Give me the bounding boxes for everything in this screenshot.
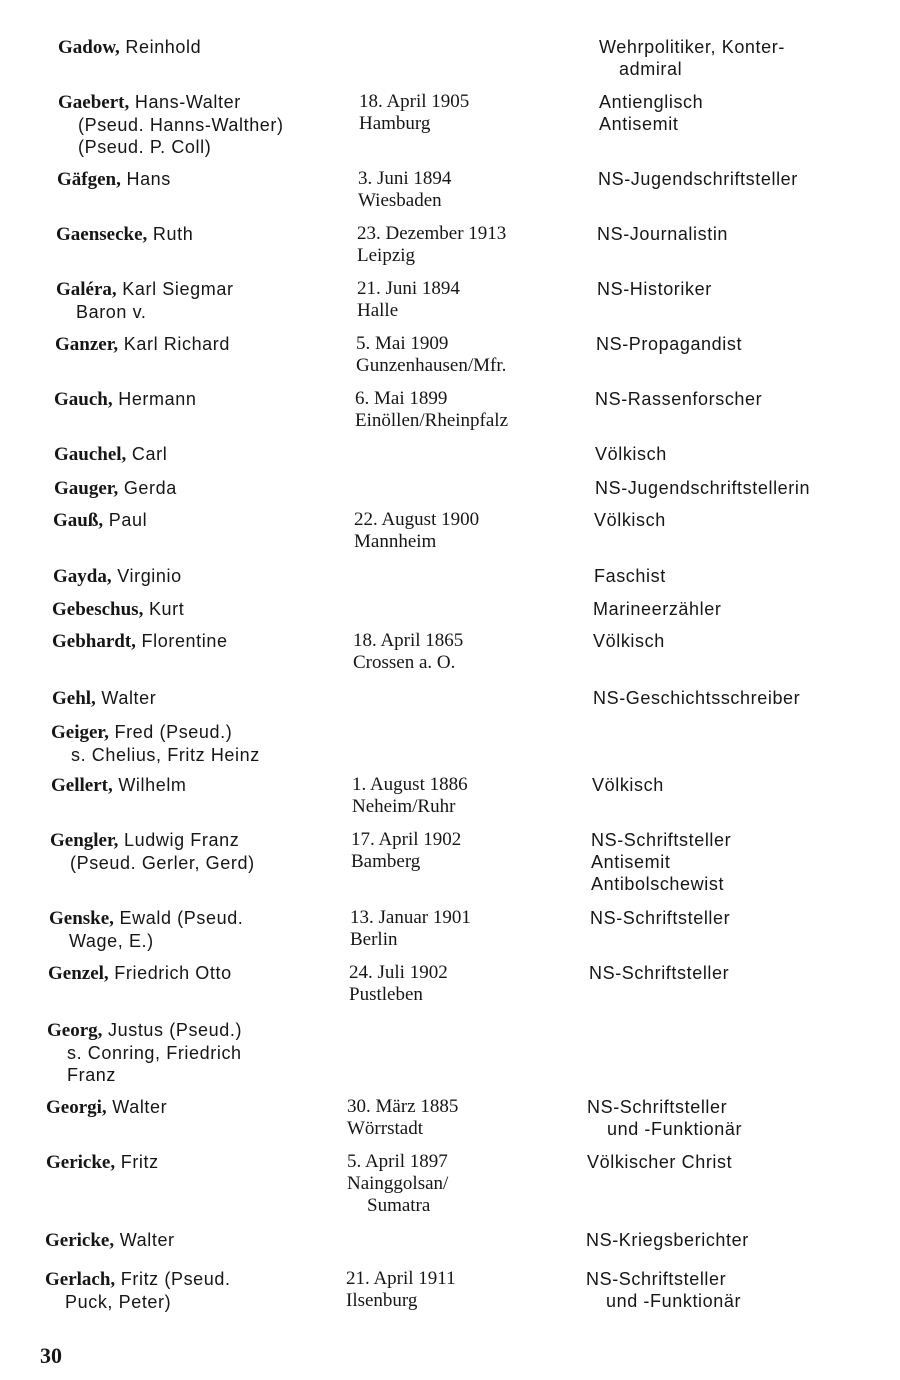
entry-given-name: Karl Siegmar — [122, 279, 234, 299]
entry-birth — [351, 829, 571, 873]
entry-name — [58, 91, 348, 158]
entry-given-name: Ludwig Franz — [124, 830, 240, 850]
entry-name-continuation: Baron v. — [76, 302, 147, 322]
entry-description — [595, 388, 885, 410]
entry-name — [52, 630, 342, 653]
entry-surname: Gericke, — [45, 1230, 115, 1251]
entry-name — [53, 509, 343, 532]
entry-name-continuation: (Pseud. P. Coll) — [78, 137, 212, 157]
entry-name — [46, 1096, 336, 1119]
description-line: Faschist — [594, 566, 666, 586]
entry-surname: Ganzer, — [55, 334, 119, 355]
entry-birth — [357, 278, 577, 322]
entry-name — [46, 1151, 336, 1174]
birth-place: Leipzig — [357, 245, 416, 266]
birth-date: 5. Mai 1909 — [356, 333, 449, 354]
entry-surname: Geiger, — [51, 722, 109, 743]
birth-place: Ilsenburg — [346, 1290, 418, 1311]
entry-given-name: Hans-Walter — [134, 92, 241, 112]
birth-date: 30. März 1885 — [347, 1096, 459, 1117]
entry-description — [595, 443, 885, 465]
birth-place: Sumatra — [367, 1195, 431, 1216]
description-line: NS-Journalistin — [597, 224, 729, 244]
entry-given-name: Carl — [131, 444, 168, 464]
entry-given-name: Kurt — [148, 599, 185, 619]
entry-description — [597, 223, 887, 245]
entry-given-name: Paul — [108, 510, 148, 530]
birth-date: 5. April 1897 — [347, 1151, 448, 1172]
entry-description — [593, 630, 883, 652]
entry-name — [57, 168, 347, 191]
entry-name — [53, 565, 343, 588]
entry-given-name: Walter — [112, 1097, 168, 1117]
description-line: Völkisch — [594, 510, 666, 530]
birth-date: 21. Juni 1894 — [357, 278, 460, 299]
entry-birth — [346, 1268, 566, 1312]
entry-surname: Gauger, — [54, 478, 119, 499]
description-line: Völkisch — [592, 775, 664, 795]
birth-date: 21. April 1911 — [346, 1268, 456, 1289]
entry-birth — [349, 962, 569, 1006]
birth-place: Mannheim — [354, 531, 437, 552]
entry-description — [587, 1096, 877, 1140]
entry-given-name: Fred (Pseud.) — [114, 722, 233, 742]
description-line: Antienglisch — [599, 92, 704, 112]
entry-name — [52, 687, 342, 710]
entry-name — [54, 388, 344, 411]
entry-given-name: Virginio — [117, 566, 182, 586]
entry-birth — [354, 509, 574, 553]
birth-date: 3. Juni 1894 — [358, 168, 452, 189]
entry-name — [52, 598, 342, 621]
description-line: NS-Schriftsteller — [587, 1097, 728, 1117]
entry-birth — [356, 333, 576, 377]
birth-place: Wörrstadt — [347, 1118, 423, 1139]
description-line: NS-Geschichtsschreiber — [593, 688, 801, 708]
entry-description — [592, 774, 882, 796]
description-line: Antisemit — [599, 114, 679, 134]
entry-name-continuation: s. Chelius, Fritz Heinz — [71, 745, 260, 765]
entry-name-continuation: s. Conring, Friedrich — [67, 1043, 242, 1063]
description-line: NS-Kriegsberichter — [586, 1230, 749, 1250]
birth-place: Nainggolsan/ — [347, 1173, 449, 1194]
entry-birth — [350, 907, 570, 951]
entry-description — [586, 1268, 876, 1312]
description-line: Antisemit — [591, 852, 671, 872]
birth-date: 24. Juli 1902 — [349, 962, 448, 983]
entry-description — [589, 962, 879, 984]
birth-date: 6. Mai 1899 — [355, 388, 448, 409]
entry-name — [45, 1268, 335, 1313]
description-line: Völkisch — [593, 631, 665, 651]
entry-given-name: Ruth — [152, 224, 194, 244]
entry-given-name: Hermann — [118, 389, 197, 409]
entry-name — [50, 829, 340, 874]
birth-place: Crossen a. O. — [353, 652, 456, 673]
entry-surname: Gauchel, — [54, 444, 127, 465]
description-line: NS-Schriftsteller — [591, 830, 732, 850]
birth-date: 1. August 1886 — [352, 774, 468, 795]
description-line: NS-Propagandist — [596, 334, 743, 354]
entry-given-name: Walter — [101, 688, 157, 708]
birth-date: 23. Dezember 1913 — [357, 223, 507, 244]
entry-name — [51, 774, 341, 797]
birth-place: Neheim/Ruhr — [352, 796, 456, 817]
page-number: 30 — [40, 1343, 62, 1368]
entry-surname: Gayda, — [53, 566, 112, 587]
entry-surname: Georgi, — [46, 1097, 107, 1118]
description-line: NS-Schriftsteller — [586, 1269, 727, 1289]
entry-description — [596, 333, 886, 355]
entry-description — [591, 829, 881, 895]
description-line: NS-Schriftsteller — [589, 963, 730, 983]
entry-description — [593, 598, 883, 620]
entry-surname: Genzel, — [48, 963, 109, 984]
birth-place: Gunzenhausen/Mfr. — [356, 355, 507, 376]
entry-birth — [358, 168, 578, 212]
entry-name — [51, 721, 341, 766]
entry-given-name: Wilhelm — [118, 775, 187, 795]
description-line: NS-Jugendschriftsteller — [598, 169, 798, 189]
entry-name — [47, 1019, 337, 1086]
birth-place: Berlin — [350, 929, 398, 950]
entry-birth — [347, 1151, 567, 1217]
entry-description — [594, 565, 884, 587]
entry-name — [56, 278, 346, 323]
entry-birth — [352, 774, 572, 818]
entry-surname: Gellert, — [51, 775, 113, 796]
entry-description — [598, 168, 888, 190]
entry-surname: Gadow, — [58, 37, 120, 58]
entry-given-name: Fritz (Pseud. — [120, 1269, 231, 1289]
entry-given-name: Justus (Pseud.) — [108, 1020, 243, 1040]
entry-surname: Gengler, — [50, 830, 119, 851]
description-line: Wehrpolitiker, Konter- — [599, 37, 785, 57]
entry-description — [597, 278, 887, 300]
entry-surname: Galéra, — [56, 279, 117, 300]
birth-place: Hamburg — [359, 113, 431, 134]
entry-birth — [347, 1096, 567, 1140]
entry-birth — [355, 388, 575, 432]
entry-surname: Georg, — [47, 1020, 103, 1041]
description-line: NS-Schriftsteller — [590, 908, 731, 928]
birth-place: Bamberg — [351, 851, 421, 872]
description-line: NS-Jugendschriftstellerin — [595, 478, 811, 498]
entry-description — [586, 1229, 876, 1251]
entry-surname: Gauß, — [53, 510, 104, 531]
entry-given-name: Hans — [126, 169, 171, 189]
entry-description — [590, 907, 880, 929]
birth-date: 17. April 1902 — [351, 829, 462, 850]
entry-description — [599, 36, 889, 80]
birth-date: 22. August 1900 — [354, 509, 480, 530]
entry-given-name: Reinhold — [125, 37, 202, 57]
entry-surname: Gauch, — [54, 389, 113, 410]
entry-name — [54, 477, 344, 500]
entry-name-continuation: Wage, E.) — [69, 931, 154, 951]
entry-birth — [359, 91, 579, 135]
entry-name — [49, 907, 339, 952]
description-line: Völkisch — [595, 444, 667, 464]
entry-surname: Genske, — [49, 908, 114, 929]
description-line: Antibolschewist — [591, 874, 725, 894]
entry-description — [599, 91, 889, 135]
entry-name-continuation: (Pseud. Gerler, Gerd) — [70, 853, 255, 873]
entry-surname: Gebhardt, — [52, 631, 136, 652]
entry-given-name: Walter — [119, 1230, 175, 1250]
entry-surname: Gericke, — [46, 1152, 116, 1173]
entry-given-name: Gerda — [123, 478, 177, 498]
entry-name — [54, 443, 344, 466]
description-line: und -Funktionär — [606, 1291, 742, 1311]
description-line: Völkischer Christ — [587, 1152, 733, 1172]
description-line: admiral — [619, 59, 683, 79]
entry-name-continuation: Puck, Peter) — [65, 1292, 172, 1312]
entry-name — [55, 333, 345, 356]
entry-surname: Gerlach, — [45, 1269, 116, 1290]
description-line: NS-Rassenforscher — [595, 389, 763, 409]
birth-date: 18. April 1905 — [359, 91, 470, 112]
entry-name — [58, 36, 348, 59]
entry-given-name: Friedrich Otto — [114, 963, 232, 983]
entry-given-name: Florentine — [141, 631, 228, 651]
birth-date: 13. Januar 1901 — [350, 907, 471, 928]
entry-birth — [357, 223, 577, 267]
entry-given-name: Ewald (Pseud. — [119, 908, 244, 928]
birth-place: Halle — [357, 300, 399, 321]
entry-given-name: Fritz — [120, 1152, 159, 1172]
entry-description — [587, 1151, 877, 1173]
entry-name-continuation: Franz — [67, 1065, 117, 1085]
description-line: Marineerzähler — [593, 599, 722, 619]
birth-place: Pustleben — [349, 984, 423, 1005]
description-line: und -Funktionär — [607, 1119, 743, 1139]
entry-surname: Gehl, — [52, 688, 96, 709]
birth-date: 18. April 1865 — [353, 630, 464, 651]
entry-description — [595, 477, 885, 499]
entry-given-name: Karl Richard — [123, 334, 231, 354]
entry-surname: Gäfgen, — [57, 169, 121, 190]
birth-place: Wiesbaden — [358, 190, 442, 211]
entry-description — [593, 687, 883, 709]
entry-name-continuation: (Pseud. Hanns-Walther) — [78, 115, 284, 135]
birth-place: Einöllen/Rheinpfalz — [355, 410, 509, 431]
entry-name — [48, 962, 338, 985]
entry-surname: Gebeschus, — [52, 599, 144, 620]
entry-name — [45, 1229, 335, 1252]
entry-surname: Gaensecke, — [56, 224, 148, 245]
entry-name — [56, 223, 346, 246]
entry-description — [594, 509, 884, 531]
entry-birth — [353, 630, 573, 674]
description-line: NS-Historiker — [597, 279, 712, 299]
entry-surname: Gaebert, — [58, 92, 130, 113]
